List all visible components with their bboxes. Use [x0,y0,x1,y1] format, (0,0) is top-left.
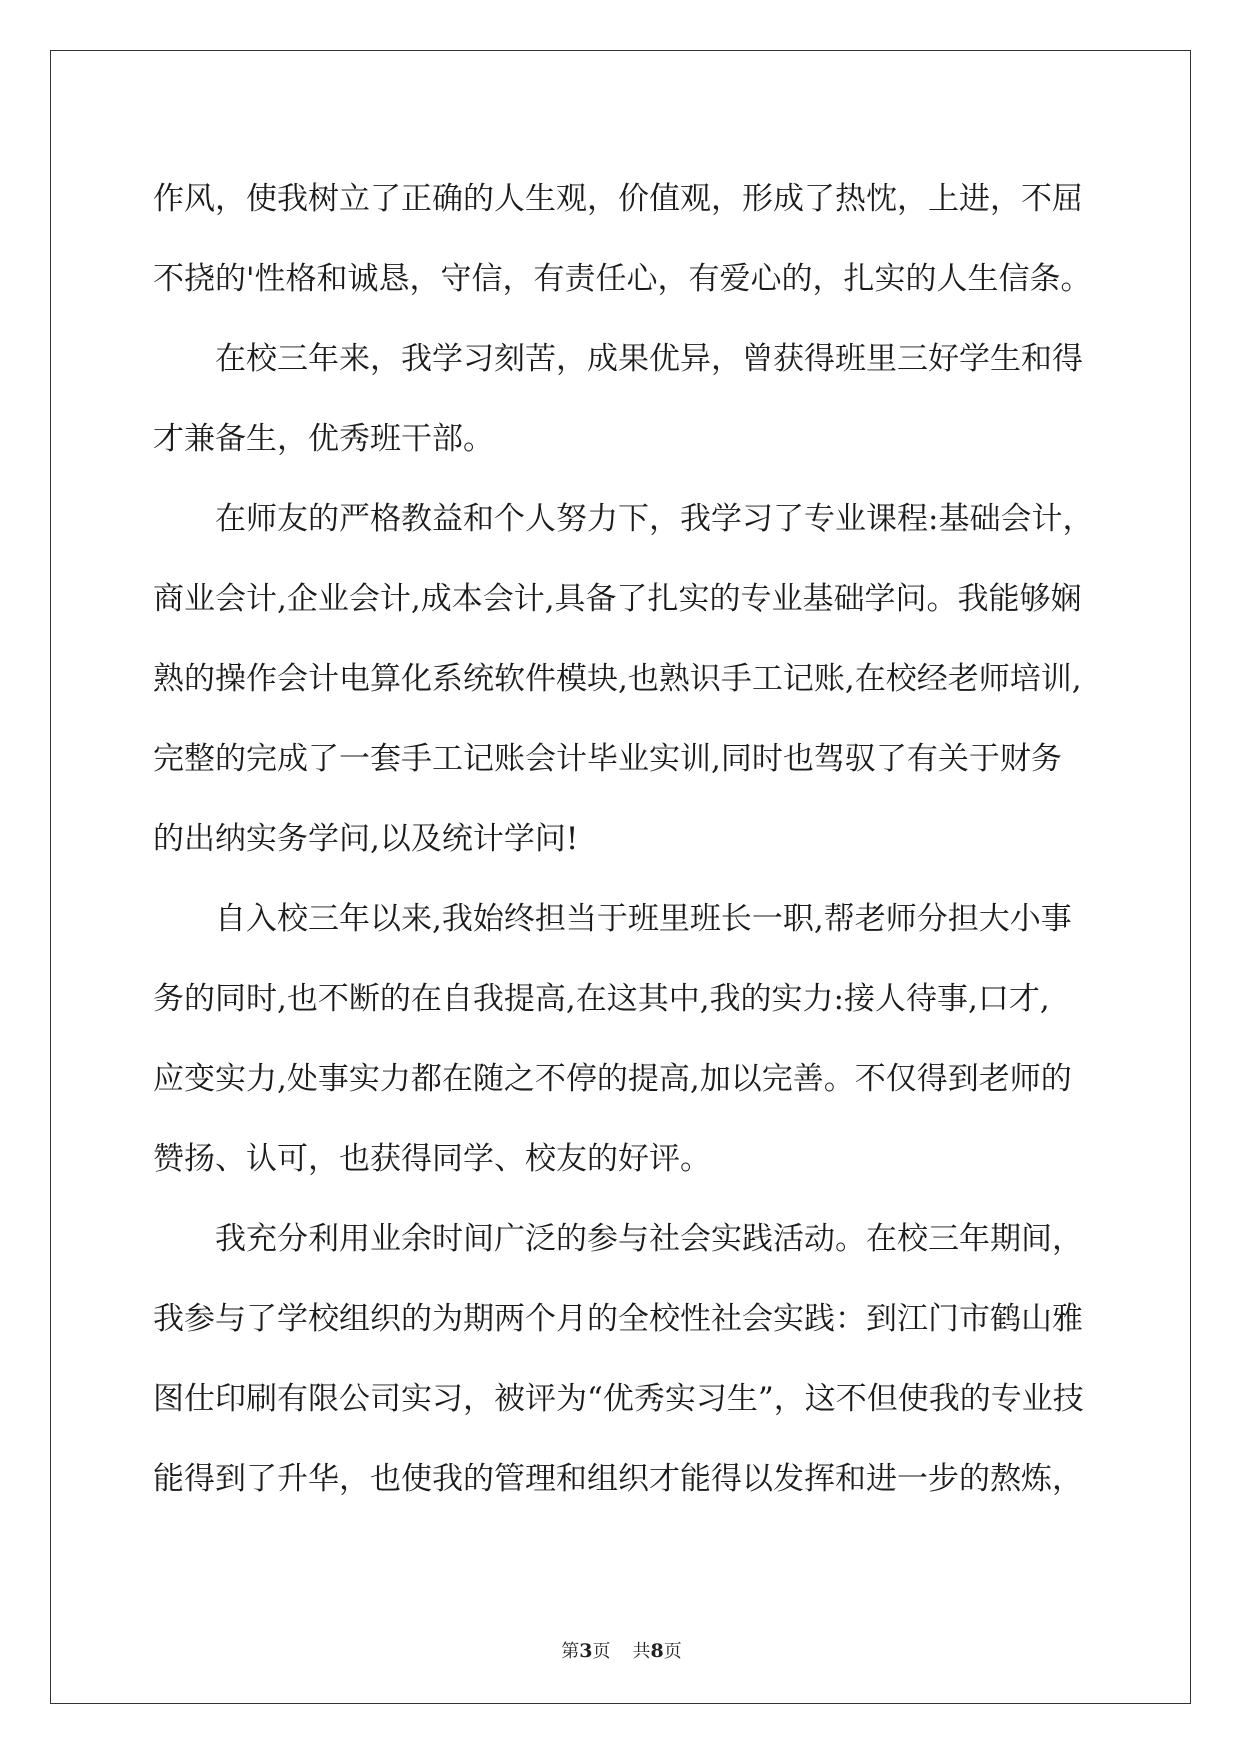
page-prefix: 第 [561,1641,580,1662]
text-line: 能得到了升华，也使我的管理和组织才能得以发挥和进一步的熬炼， [153,1461,1083,1497]
text-line: 赞扬、认可，也获得同学、校友的好评。 [153,1141,711,1177]
text-line: 熟的操作会计电算化系统软件模块,也熟识手工记账,在校经老师培训, [153,661,1082,697]
paragraph-start-line: 在师友的严格教益和个人努力下，我学习了专业课程:基础会计， [215,501,1094,537]
text-line: 作风，使我树立了正确的人生观，价值观，形成了热忱，上进，不屈 [153,181,1083,217]
text-line: 的出纳实务学问,以及统计学问! [153,821,579,857]
text-line: 完整的完成了一套手工记账会计毕业实训,同时也驾驭了有关于财务 [153,741,1062,777]
page-suffix: 页 [592,1641,611,1662]
text-line: 图仕印刷有限公司实习，被评为“优秀实习生”，这不但使我的专业技 [153,1381,1084,1417]
paragraph-start-line: 我充分利用业余时间广泛的参与社会实践活动。在校三年期间， [215,1221,1083,1257]
text-line: 才兼备生，优秀班干部。 [153,421,494,457]
text-line: 我参与了学校组织的为期两个月的全校性社会实践：到江门市鹤山雅 [153,1301,1083,1337]
total-prefix: 共 [632,1641,651,1662]
page-footer [51,1637,1192,1663]
paragraph-start-line: 自入校三年以来,我始终担当于班里班长一职,帮老师分担大小事 [215,901,1072,937]
page-frame [50,50,1191,1704]
total-suffix: 页 [663,1641,682,1662]
current-page-number: 3 [579,1640,593,1662]
total-pages-number: 8 [650,1640,664,1662]
document-body [153,159,1143,1519]
text-line: 不挠的'性格和诚恳，守信，有责任心，有爱心的，扎实的人生信条。 [153,261,1092,297]
text-line: 应变实力,处事实力都在随之不停的提高,加以完善。不仅得到老师的 [153,1061,1072,1097]
text-line: 务的同时,也不断的在自我提高,在这其中,我的实力:接人待事,口才, [153,981,1050,1017]
text-line: 商业会计,企业会计,成本会计,具备了扎实的专业基础学问。我能够娴 [153,581,1082,617]
paragraph-start-line: 在校三年来，我学习刻苦，成果优异，曾获得班里三好学生和得 [215,341,1083,377]
